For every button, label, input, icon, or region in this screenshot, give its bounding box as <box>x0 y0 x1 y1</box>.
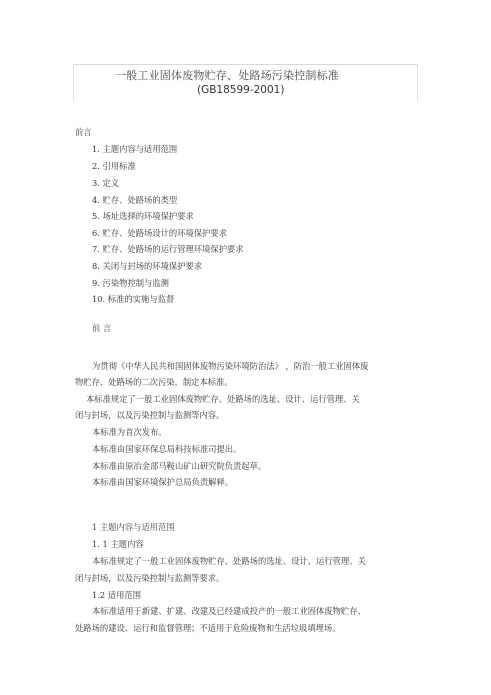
subsection-heading: 1.2 适用范围 <box>92 590 142 600</box>
document-title: 一般工业固体废物贮存、处路场污染控制标准 <box>115 69 339 82</box>
toc-item: 4. 贮存、处路场的类型 <box>92 195 178 205</box>
preface-line: 本标准由国家环保总局科技标准司提出。 <box>92 444 242 454</box>
preface-line: 本标准规定了一般工业固体废物贮存、处路场的选址、设计、运行管理、关 <box>86 394 360 404</box>
toc-item: 6. 贮存、处路场设计的环境保护要求 <box>92 228 228 238</box>
paragraph-line: 闭与封场，以及污染控制与监测等要求。 <box>75 573 225 583</box>
section-heading: 1 主题内容与适用范围 <box>92 522 175 532</box>
paragraph-line: 本标准适用于新建、扩建、改建及已经建成投产的一般工业固体废物贮存、 <box>92 606 366 616</box>
preface-line: 物贮存、处路场的二次污染，制定本标准。 <box>75 377 233 387</box>
toc-item: 5. 场址选择的环境保护要求 <box>92 211 194 221</box>
toc-item: 3. 定义 <box>92 178 120 188</box>
toc-item: 7. 贮存、处路场的运行管理环境保护要求 <box>92 244 244 254</box>
paragraph-line: 处路场的建设、运行和监督管理；不适用于危险废物和生活垃圾填埋场。 <box>75 623 341 633</box>
preface-line: 本标准由国家环境保护总局负责解释。 <box>92 477 234 487</box>
preface-line: 为贯彻《中华人民共和国固体废物污染环境防治法》 ，防治一般工业固体废 <box>92 361 369 371</box>
preface-heading: 前 言 <box>92 323 112 333</box>
toc-item: 8. 关闭与封场的环境保护要求 <box>92 261 203 271</box>
toc-item: 10. 标准的实施与监督 <box>92 294 175 304</box>
standard-number: (GB18599-2001) <box>197 84 285 96</box>
subsection-heading: 1. 1 主题内容 <box>92 539 144 549</box>
preface-line: 本标准为首次发布。 <box>92 427 167 437</box>
toc-item: 1. 主题内容与适用范围 <box>92 144 178 154</box>
toc-item: 2. 引用标准 <box>92 161 136 171</box>
preface-line: 闭与封场，以及污染控制与监测等内容。 <box>75 410 225 420</box>
toc-heading: 前言 <box>75 127 92 137</box>
paragraph-line: 本标准规定了一般工业固体废物贮存、处路场的选址、设计、运行管理、关 <box>92 556 366 566</box>
toc-item: 9. 污染物控制与监测 <box>92 278 169 288</box>
preface-line: 本标准由原冶金部马鞍山矿山研究院负责起草。 <box>92 461 267 471</box>
